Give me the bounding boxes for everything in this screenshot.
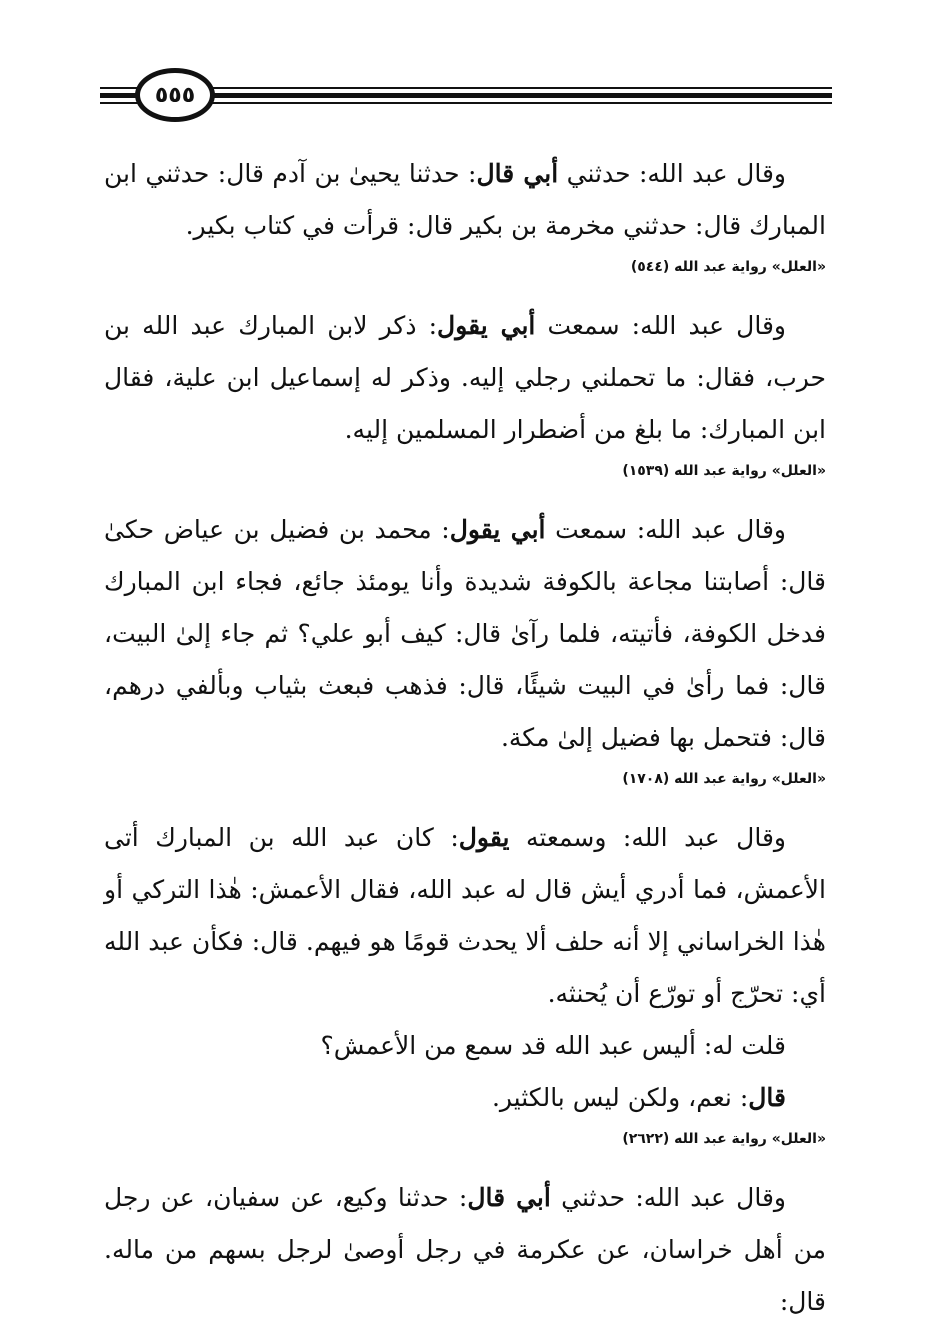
answer-line xyxy=(104,1072,826,1124)
narration-text: : ذكر لابن المبارك عبد الله بن حرب، فقال: ما تحملني رجلي إليه. وذكر له إسماعيل ابن علية، فقال ابن المبارك: ما بلغ من أضطرار المسلمين إليه. xyxy=(104,311,826,444)
page-header xyxy=(100,68,832,128)
header-rule xyxy=(100,93,140,98)
narration-bold: أبي يقول xyxy=(449,515,546,544)
narration-text: : كان عبد الله بن المبارك أتى الأعمش، فما أدري أيش قال له عبد الله، فقال الأعمش: هٰذا التركي أو هٰذا الخراساني إلا أنه حلف ألا يحدث قومًا هو فيهم. قال: فكأن عبد الله أي: تحرّج أو تورّع أن يُحنثه. xyxy=(104,823,826,1008)
narration-lead: وقال عبد الله: سمعت xyxy=(535,311,786,340)
narration-lead: وقال عبد الله: حدثني xyxy=(550,1183,786,1212)
narration-paragraph xyxy=(104,300,826,456)
narration-lead: وقال عبد الله: وسمعته xyxy=(509,823,786,852)
narration-bold: يقول xyxy=(458,823,510,852)
narration-text: : محمد بن فضيل بن عياض حكىٰ قال: أصابتنا مجاعة بالكوفة شديدة وأنا يومئذ جائع، فجاء ابن المبارك فدخل الكوفة، فأتيته، فلما رآىٰ قال: كيف أبو علي؟ ثم جاء إلىٰ البيت، قال: فما رأىٰ في البيت شيئًا، قال: فذهب فبعث بثياب وبألفي درهم، قال: فتحمل بها فضيل إلىٰ مكة. xyxy=(104,515,826,752)
narration-lead: وقال عبد الله: حدثني xyxy=(558,159,786,188)
narration-paragraph xyxy=(104,812,826,1020)
narration-paragraph xyxy=(104,148,826,252)
source-citation: «العلل» رواية عبد الله (١٥٣٩) xyxy=(622,463,826,479)
narration-lead: وقال عبد الله: سمعت xyxy=(545,515,786,544)
narration-paragraph xyxy=(104,504,826,764)
header-rule xyxy=(100,102,140,104)
source-citation: «العلل» رواية عبد الله (٢٦٢٢) xyxy=(622,1131,826,1147)
narration-text: : حدثنا يحيىٰ بن آدم قال: حدثني ابن المبارك قال: حدثني مخرمة بن بكير قال: قرأت في كتاب بكير. xyxy=(104,159,826,240)
page-number: ٥٥٥ xyxy=(154,82,196,108)
source-citation: «العلل» رواية عبد الله (١٧٠٨) xyxy=(622,771,826,787)
header-rule xyxy=(210,93,832,98)
question-line: قلت له: أليس عبد الله قد سمع من الأعمش؟ xyxy=(320,1031,786,1060)
page-number-oval xyxy=(135,68,215,122)
header-rule xyxy=(210,102,832,104)
source-citation: «العلل» رواية عبد الله (٥٤٤) xyxy=(630,259,826,275)
narration-paragraph xyxy=(104,1172,826,1328)
narration-text: : حدثنا وكيع، عن سفيان، عن رجل من أهل خراسان، عن عكرمة في رجل أوصىٰ لرجل بسهم من ماله. قال: xyxy=(104,1183,826,1316)
narration-bold: أبي قال xyxy=(476,159,559,188)
narration-bold: أبي يقول xyxy=(437,311,536,340)
page-body xyxy=(104,148,826,1328)
narration-bold: أبي قال xyxy=(467,1183,551,1212)
answer-bold: قال xyxy=(748,1083,786,1112)
header-rule xyxy=(100,87,140,89)
header-rule xyxy=(210,87,832,89)
answer-text: : نعم، ولكن ليس بالكثير. xyxy=(491,1083,749,1112)
